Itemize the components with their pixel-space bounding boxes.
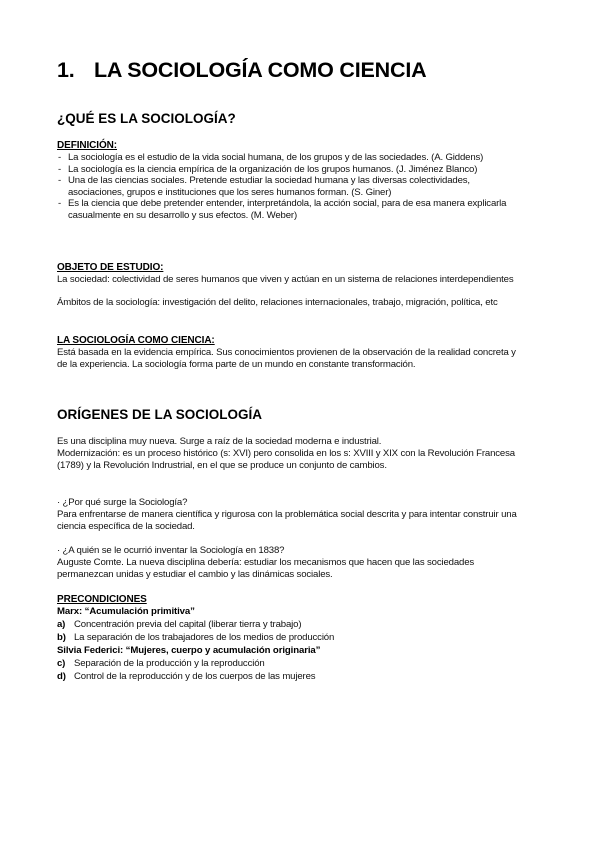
item-text: Concentración previa del capital (liberar tierra y trabajo): [74, 619, 302, 630]
question-a-quien: · ¿A quién se le ocurrió inventar la Sociología en 1838?: [57, 545, 285, 556]
ciencia-heading: LA SOCIOLOGÍA COMO CIENCIA:: [57, 335, 215, 346]
item-letter: b): [57, 632, 66, 643]
precondition-item: [57, 671, 315, 682]
title-text: LA SOCIOLOGÍA COMO CIENCIA: [94, 58, 427, 82]
origenes-paragraph-2: Modernización: es un proceso histórico (s: XVI) pero consolida en los s: XVIII y XIX con la Revolución Francesa (1789) y la Revolución Indrustrial, en el que se produce un conjunto de cambios.: [57, 448, 515, 471]
precondition-item: [57, 632, 334, 643]
page-title: [57, 58, 426, 83]
section-heading-origenes: ORÍGENES DE LA SOCIOLOGÍA: [57, 407, 263, 422]
item-text: Control de la reproducción y de los cuerpos de las mujeres: [74, 671, 316, 682]
question-por-que: · ¿Por qué surge la Sociología?: [57, 497, 188, 508]
item-text: La separación de los trabajadores de los medios de producción: [74, 632, 335, 643]
ciencia-text: Está basada en la evidencia empírica. Sus conocimientos provienen de la observación de la realidad concreta y de la experiencia. La sociología forma parte de un mundo en constante transformación.: [57, 347, 516, 370]
objeto-text-ambitos: Ámbitos de la sociología: investigación del delito, relaciones internacionales, trabajo, migración, política, etc: [57, 297, 498, 308]
precondiciones-heading: PRECONDICIONES: [57, 594, 147, 605]
title-number: 1.: [57, 58, 75, 82]
precondition-item: [57, 658, 265, 669]
origenes-paragraph-1: Es una disciplina muy nueva. Surge a raíz de la sociedad moderna e industrial.: [57, 436, 382, 447]
definicion-list: [57, 152, 527, 222]
definicion-item: - La sociología es el estudio de la vida social humana, de los grupos y de las sociedades. (A. Giddens): [57, 152, 527, 164]
definicion-item: - Es la ciencia que debe pretender entender, interpretándola, la acción social, para de esa manera explicarla casualmente en su desarrollo y sus efectos. (M. Weber): [57, 198, 527, 221]
item-text: Separación de la producción y la reproducción: [74, 658, 265, 669]
item-letter: a): [57, 619, 66, 630]
answer-por-que: Para enfrentarse de manera científica y rigurosa con la problemática social descrita y para intentar construir una ciencia específica de la sociedad.: [57, 509, 517, 532]
item-letter: d): [57, 671, 66, 682]
definicion-item: - Una de las ciencias sociales. Pretende estudiar la sociedad humana y las diversas colectividades, asociaciones, grupos e instituciones que los seres humanos forman. (S. Giner): [57, 175, 527, 198]
precondition-item: [57, 619, 301, 630]
objeto-text-sociedad: La sociedad: colectividad de seres humanos que viven y actúan en un sistema de relaciones interdependientes: [57, 274, 514, 285]
objeto-heading: OBJETO DE ESTUDIO:: [57, 262, 164, 273]
item-letter: c): [57, 658, 66, 669]
answer-a-quien: Auguste Comte. La nueva disciplina debería: estudiar los mecanismos que hacen que las sociedades permanezcan unidas y estudiar el cambio y las dinámicas sociales.: [57, 557, 475, 580]
section-heading-que-es: ¿QUÉ ES LA SOCIOLOGÍA?: [57, 111, 236, 126]
federici-subheading: Silvia Federici: “Mujeres, cuerpo y acumulación originaria”: [57, 645, 321, 656]
marx-subheading: Marx: “Acumulación primitiva”: [57, 606, 195, 617]
definicion-heading: DEFINICIÓN:: [57, 140, 118, 151]
definicion-item: - La sociología es la ciencia empírica de la organización de los grupos humanos. (J. Jiménez Blanco): [57, 164, 527, 176]
